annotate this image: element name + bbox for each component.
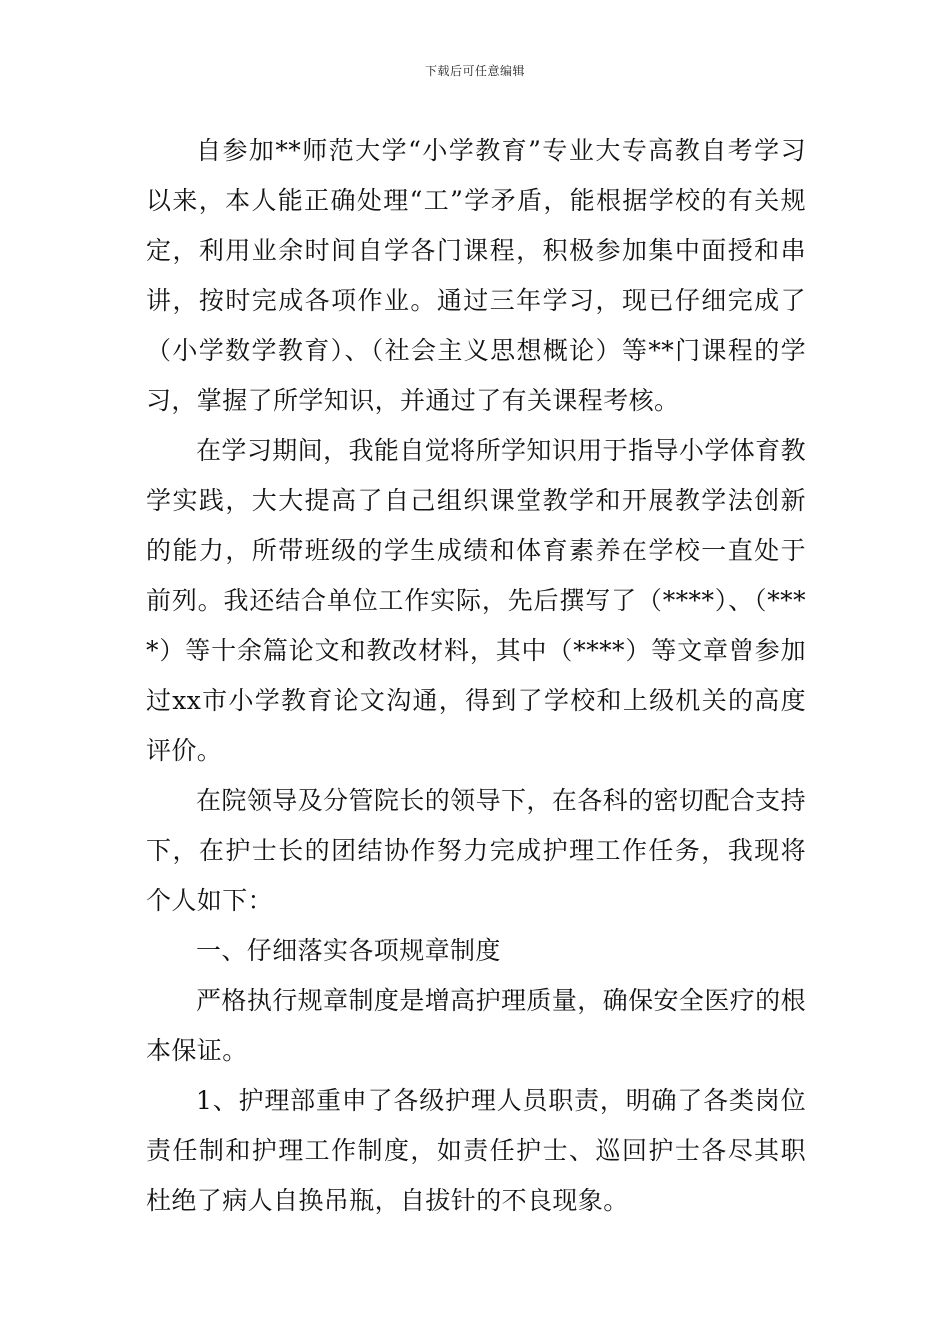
paragraph-self-study: 自参加**师范大学“小学教育”专业大专高教自考学习以来，本人能正确处理“工”学矛盾，能根据学校的有关规定，利用业余时间自学各门课程，积极参加集中面授和串讲，按时完成各项作业。通过三年学习，现已仔细完成了（小学数学教育）、（社会主义思想概论）等**门课程的学习，掌握了所学知识，并通过了有关课程考核。 bbox=[146, 136, 806, 415]
page-header: 下载后可任意编辑 bbox=[424, 64, 525, 78]
paragraph-study-period: 在学习期间，我能自觉将所学知识用于指导小学体育教学实践，大大提高了自己组织课堂教学和开展教学法创新的能力，所带班级的学生成绩和体育素养在学校一直处于前列。我还结合单位工作实际，先后撰写了（****）、（****）等十余篇论文和教改材料，其中（****）等文章曾参加过xx市小学教育论文沟通，得到了学校和上级机关的高度评价。 bbox=[146, 436, 806, 765]
section-heading: 一、仔细落实各项规章制度 bbox=[196, 936, 501, 965]
document-body bbox=[146, 126, 806, 1226]
paragraph-regulations: 严格执行规章制度是增高护理质量，确保安全医疗的根本保证。 bbox=[146, 986, 806, 1065]
paragraph-item-1: 1、护理部重申了各级护理人员职责，明确了各类岗位责任制和护理工作制度，如责任护士、巡回护士各尽其职杜绝了病人自换吊瓶，自拔针的不良现象。 bbox=[146, 1086, 806, 1215]
paragraph-nursing-intro: 在院领导及分管院长的领导下，在各科的密切配合支持下，在护士长的团结协作努力完成护理工作任务，我现将个人如下： bbox=[146, 786, 806, 915]
